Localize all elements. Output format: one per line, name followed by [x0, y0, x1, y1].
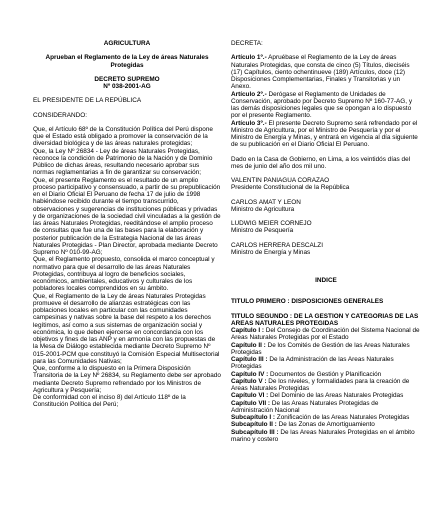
chapter-item — [231, 371, 421, 378]
article-2 — [231, 91, 421, 120]
president-heading: EL PRESIDENTE DE LA REPÚBLICA — [33, 97, 142, 105]
title-heading: TITULO PRIMERO : DISPOSICIONES GENERALES — [231, 298, 384, 306]
article-1 — [231, 54, 421, 90]
chapter-list — [231, 327, 421, 443]
chapter-item — [231, 400, 421, 415]
section-header: AGRICULTURA — [103, 40, 151, 47]
article-label: Artículo 1º.- — [231, 54, 267, 62]
title-heading: TITULO SEGUNDO : DE LA GESTION Y CATEGORIAS DE LAS AREAS NATURALES PROTEGIDAS — [231, 312, 419, 327]
article-label: Artículo 3º.- — [231, 119, 267, 127]
chapter-text: De los niveles, y formalidades para la creación de Areas Naturales Protegidas — [231, 377, 410, 392]
chapter-text: De la Administración de las Areas Naturales Protegidas — [231, 356, 394, 371]
chapter-label: Subcapítulo II : — [231, 421, 277, 429]
chapter-item — [231, 429, 421, 444]
paragraph: Que, el Reglamento propuesto, consolida el marco conceptual y normativo para que el desarrollo de las áreas Naturales Protegidas, contribuya al logro de beneficios sociales, económicos, ambientales, educativos y culturales de los pobladores locales comprendidos en su ámbito. — [33, 256, 215, 293]
chapter-text: De las Areas Naturales Protegidas en el ámbito marino y costero — [231, 428, 415, 443]
signatory-role: Ministro de Agricultura — [231, 205, 295, 213]
considerando-heading: CONSIDERANDO: — [33, 111, 87, 119]
article-text: Apruébase el Reglamento de la Ley de áreas Naturales Protegidas, que consta de cinco (5) Títulos, dieciséis (17) Capítulos, ciento ochentinueve (189) Artículos, doce (12) Disposiciones Complementarias, Finales y Transitorias y un Anexo. — [231, 54, 410, 91]
chapter-label: Capítulo V : — [231, 377, 267, 385]
signatory-name: CARLOS HERRERA DESCALZI — [231, 241, 323, 249]
left-column — [33, 40, 221, 409]
article-label: Artículo 2º.- — [231, 90, 267, 98]
chapter-text: De las Zonas de Amortiguamiento — [276, 421, 375, 429]
chapter-text: De las Areas Naturales Protegidas de Administración Nacional — [231, 399, 379, 414]
chapter-item — [231, 327, 421, 342]
paragraph: Que, el Artículo 68º de la Constitución Política del Perú dispone que el Estado está obligado a promover la conservación de la diversidad biológica y de las áreas naturales protegidas; — [33, 125, 213, 148]
decree-title: Aprueban el Reglamento de la Ley de áreas Naturales Protegidas — [45, 54, 209, 69]
chapter-text: Del Consejo de Coordinación del Sistema Nacional de Areas Naturales Protegidas por el Estado — [231, 327, 420, 342]
decreta-heading: DECRETA: — [231, 40, 263, 47]
chapter-label: Capítulo II : — [231, 341, 266, 349]
chapter-text: Del Dominio de las Areas Naturales Protegidas — [268, 392, 404, 400]
paragraph: De conformidad con el inciso 8) del Artículo 118º de la Constitución Política del Perú; — [33, 394, 186, 409]
chapter-item — [231, 392, 421, 399]
chapter-label: Subcapítulo III : — [231, 428, 279, 436]
paragraph: Que, el presente Reglamento es el resultado de un amplio proceso participativo y consensuado, a partir de su prepublicación en el Diario Oficial El Peruano de fecha 17 de julio de 1998 habiéndose recibido durante el tiempo transcurrido, observaciones y sugerencias de instituciones públicas y privadas y de organizaciones de la sociedad civil vinculadas a la gestión de las áreas Naturales Protegidas, reeditándose el amplio proceso de consultas que fue una de las bases para la elaboración y posterior publicación de la Estrategia Nacional de las áreas Naturales Protegidas - Plan Director, aprobada mediante Decreto Supremo Nº 010-99-AG; — [33, 176, 221, 256]
chapter-text: De los Comités de Gestión de las Areas Naturales Protegidas — [231, 341, 410, 356]
dado-paragraph: Dado en la Casa de Gobierno, en Lima, a los veintidós días del mes de junio del año dos mil uno. — [231, 155, 411, 170]
article-3 — [231, 120, 421, 149]
chapter-label: Capítulo IV : — [231, 370, 269, 378]
chapter-text: Documentos de Gestión y Planificación — [268, 370, 382, 378]
article-text: Derógase el Reglamento de Unidades de Conservación, aprobado por Decreto Supremo Nº 160-77-AG, y las demás disposiciones legales que se opongan a lo dispuesto por el presente Reglamento. — [231, 90, 413, 120]
signatory-role: Ministro de Energía y Minas — [231, 248, 311, 256]
paragraph: Que, conforme a lo dispuesto en la Primera Disposición Transitoria de la Ley Nº 26834, su Reglamento debe ser aprobado mediante Decreto Supremo refrendado por los Ministros de Agricultura y Pesquería; — [33, 365, 221, 394]
chapter-item — [231, 356, 421, 371]
chapter-label: Capítulo VI : — [231, 392, 269, 400]
chapter-label: Capítulo III : — [231, 356, 268, 363]
chapter-label: Subcapítulo I : — [231, 414, 276, 421]
signatory-role: Presidente Constitucional de la República — [231, 184, 350, 192]
paragraph: Que, el Reglamento de la Ley de áreas Naturales Protegidas promueve el desarrollo de alianzas estratégicas con las poblaciones locales en particular con las comunidades campesinas y nativas sobre la base del respeto a los derechos legítimos, así como a sus sistemas de organización social y económica, lo que deben ejercerse en concordancia con los objetivos y fines de las ANP y en armonía con las propuestas de la Mesa de Diálogo establecida mediante Decreto Supremo Nº 015-2001-PCM que constituyó la Comisión Especial Multisectorial para las Comunidades Nativas; — [33, 292, 220, 365]
paragraph: Que, la Ley Nº 26834 - Ley de áreas Naturales Protegidas, reconoce la condición de Patrimonio de la Nación y de Dominio Público de dichas áreas, resultando necesario aprobar sus normas reglamentarias a fin de garantizar su conservación; — [33, 147, 213, 177]
chapter-label: Capítulo I : — [231, 327, 265, 334]
chapter-item — [231, 421, 421, 428]
chapter-label: Capítulo VII : — [231, 399, 271, 407]
chapter-item — [231, 414, 421, 421]
index-heading: INDICE — [315, 277, 337, 284]
chapter-item — [231, 378, 421, 393]
chapter-text: Zonificación de las Areas Naturales Protegidas — [275, 414, 410, 421]
signatory-name: CARLOS AMAT Y LEON — [231, 198, 301, 206]
article-text: El presente Decreto Supremo será refrendado por el Ministro de Agricultura, por el Ministro de Pesquería y por el Ministro de Energía y Minas, y entrará en vigencia al día siguiente de su publicación en el Diario Oficial El Peruano. — [231, 119, 418, 149]
right-column — [231, 40, 421, 443]
signatory-name: VALENTIN PANIAGUA CORAZAO — [231, 177, 330, 184]
signatory-role: Ministro de Pesquería — [231, 227, 294, 235]
chapter-item — [231, 342, 421, 357]
decree-number: DECRETO SUPREMO Nº 038-2001-AG — [94, 75, 160, 90]
signatory-name: LUDWIG MEIER CORNEJO — [231, 220, 312, 227]
